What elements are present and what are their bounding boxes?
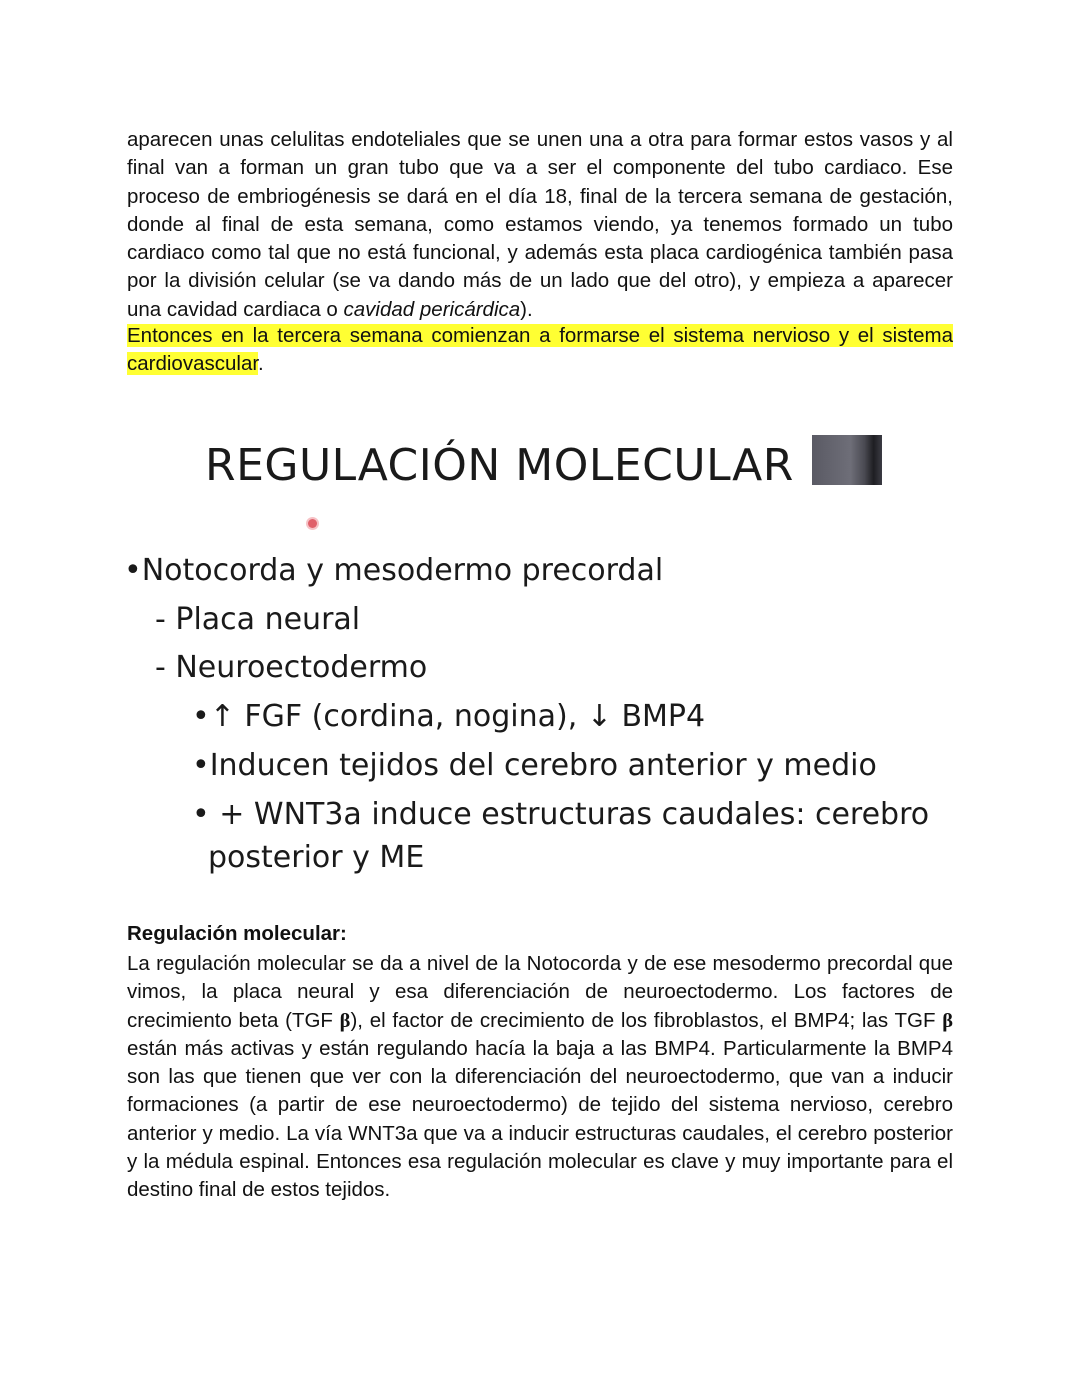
slide-subsub-inducen: •Inducen tejidos del cerebro anterior y medio (192, 748, 877, 783)
body-text-1: La regulación molecular se da a nivel de la Notocorda y de ese mesodermo precordal que vimos, la placa neural y esa diferenciación de neuroectodermo. Los factores de crecimiento beta (TGF (127, 952, 953, 1032)
slide-subbullet-placa-neural: - Placa neural (155, 602, 361, 637)
intro-italic-term: cavidad pericárdica (343, 297, 521, 321)
body-text-3: están más activas y están regulando hacía la baja a las BMP4. Particularmente la BMP4 son las que tienen que ver con la diferenciación del neuroectodermo, que van a inducir formaciones (a partir de ese neuroectodermo) de tejido del sistema nervioso, cerebro anterior y medio. La vía WNT3a que va a inducir estructuras caudales, el cerebro posterior y la médula espinal. Entonces esa regulación molecular es clave y muy importante para el destino final de estos tejidos. (127, 1036, 953, 1202)
beta-symbol: β (339, 1009, 351, 1032)
presenter-video-thumbnail (812, 435, 882, 485)
slide-subsub-wnt3a-continued: posterior y ME (208, 840, 425, 875)
slide-title: REGULACIÓN MOLECULAR (205, 440, 794, 491)
slide-bullet-notocorda: •Notocorda y mesodermo precordal (124, 553, 664, 588)
slide-subsub-wnt3a: • + WNT3a induce estructuras caudales: cerebro (192, 797, 930, 832)
highlight-paragraph (127, 322, 953, 379)
body-text-2: ), el factor de crecimiento de los fibroblastos, el BMP4; las TGF (350, 1008, 943, 1032)
slide-subbullet-neuroectodermo: - Neuroectodermo (155, 650, 428, 685)
intro-text-end: ). (520, 297, 533, 321)
highlighted-sentence: Entonces en la tercera semana comienzan a formarse el sistema nervioso y el sistema cardiovascular (127, 324, 953, 376)
slide-subsub-fgf: •↑ FGF (cordina, nogina), ↓ BMP4 (192, 699, 706, 734)
section-body-paragraph (127, 950, 953, 1205)
section-heading: Regulación molecular: (127, 922, 347, 945)
intro-text: aparecen unas celulitas endoteliales que se unen una a otra para formar estos vasos y al final van a forman un gran tubo que va a ser el componente del tubo cardiaco. Ese proceso de embriogénesis se dará en el día 18, final de la tercera semana de gestación, donde al final de esta semana, como estamos viendo, ya tenemos formado un tubo cardiaco como tal que no está funcional, y además esta placa cardiogénica también pasa por la división celular (se va dando más de un lado que del otro), y empieza a aparecer una cavidad cardiaca o (127, 128, 953, 321)
beta-symbol: β (942, 1009, 953, 1032)
laser-pointer-dot (308, 519, 317, 528)
highlight-trailing: . (258, 352, 264, 376)
intro-paragraph (127, 126, 953, 324)
